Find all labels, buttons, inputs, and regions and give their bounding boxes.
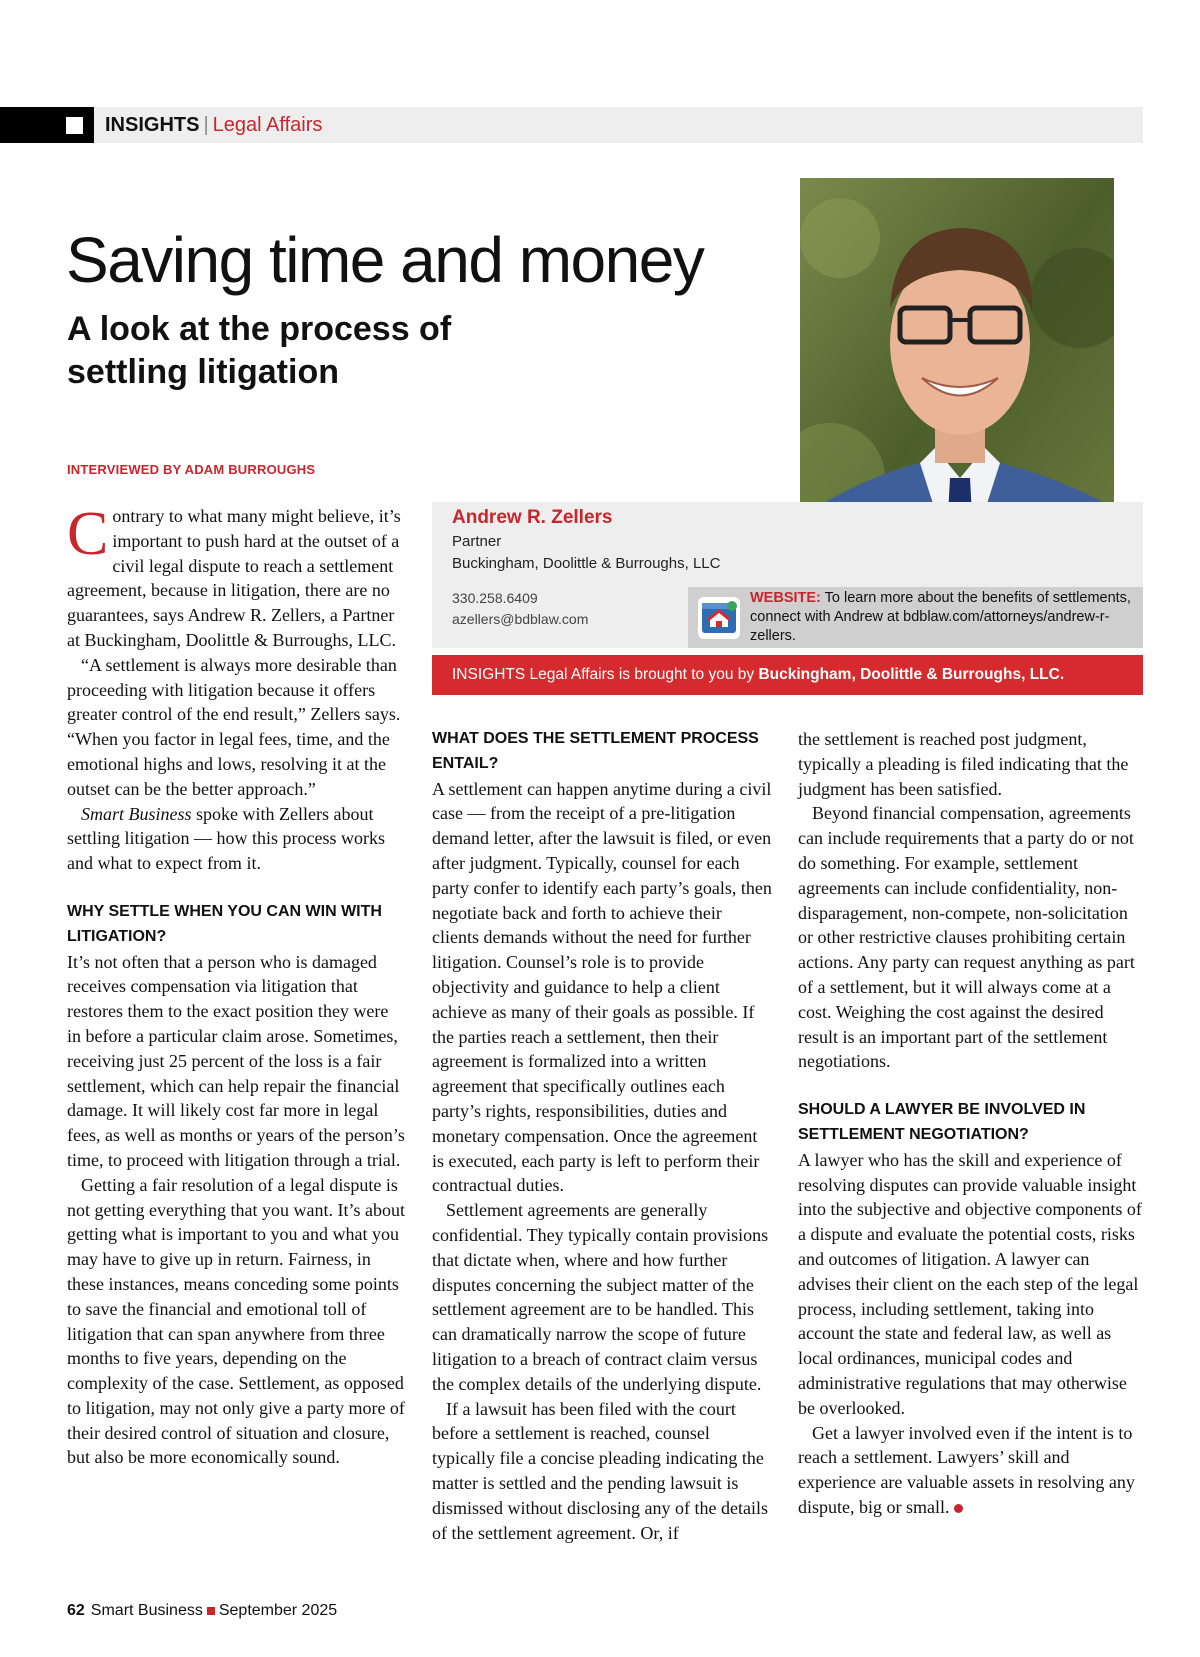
intro-text: ontrary to what many might believe, it’s important to push hard at the outset of a civil legal dispute to reach a settlement agreement, because in litigation, there are no guarantees, says Andrew R. Zellers, a Partner at Buckingham, Doolittle & Burroughs, LLC.	[67, 506, 401, 650]
article-column-3	[798, 727, 1143, 1520]
section-label: INSIGHTS	[105, 114, 200, 136]
issue-date: September 2025	[218, 1602, 338, 1619]
article-column-1	[67, 500, 405, 1470]
sponsor-prefix: INSIGHTS Legal Affairs is brought to you by	[452, 666, 755, 683]
paragraph: If a lawsuit has been filed with the court before a settlement is reached, counsel typically file a concise pleading indicating the matter is settled and the pending lawsuit is dismissed without disclosing any of the details of the settlement agreement. Or, if	[432, 1398, 768, 1543]
section-category: Legal Affairs	[212, 114, 323, 136]
section-heading: WHAT DOES THE SETTLEMENT PROCESS ENTAIL?	[432, 730, 759, 772]
drop-cap: C	[67, 500, 109, 568]
website-label: WEBSITE:	[750, 590, 821, 606]
paragraph-text: spoke with Zellers about settling litigation — how this process works and what to expect from it.	[67, 803, 385, 874]
article-title: Saving time and money	[66, 224, 704, 296]
article-byline: INTERVIEWED BY ADAM BURROUGHS	[67, 462, 316, 477]
section-heading: SHOULD A LAWYER BE INVOLVED IN SETTLEMENT NEGOTIATION?	[798, 1101, 1086, 1143]
paragraph: Settlement agreements are generally confidential. They typically contain provisions that dictate when, where and how further disputes concerning the subject matter of the settlement agreement are to be handled. This can dramatically narrow the scope of future litigation to a breach of contract claim versus the complex details of the underlying dispute.	[432, 1200, 769, 1394]
paragraph: Beyond financial compensation, agreements can include requirements that a party do or not do something. For example, settlement agreements can include confidentiality, non-disparagement, non-compete, non-solicitation or other restrictive clauses prohibiting certain actions. Any party can request anything as part of a settlement, but it will always come at a cost. Weighing the cost against the desired result is an important part of the settlement negotiations.	[798, 803, 1135, 1072]
sponsor-firm: Buckingham, Doolittle & Burroughs, LLC.	[758, 666, 1065, 683]
page-footer	[67, 1602, 337, 1620]
paragraph: It’s not often that a person who is damaged receives compensation via litigation that restores them to the exact position they were in before a particular claim arose. Sometimes, receiving just 25 percent of the loss is a fair settlement, which can help repair the financial damage. It will likely cost far more in legal fees, as well as months or years of the person’s time, to proceed with litigation through a trial.	[67, 951, 405, 1170]
publication-name: Smart Business	[81, 803, 192, 824]
website-house-icon	[698, 597, 740, 639]
sponsor-text	[452, 666, 1064, 684]
paragraph: A lawyer who has the skill and experience of resolving disputes can provide valuable insight into the subjective and objective components of a dispute and evaluate the potential costs, risks and outcomes of litigation. A lawyer can advises their client on the each step of the legal process, including settlement, taking into account the state and federal law, as well as local ordinances, municipal codes and administrative regulations that may otherwise be overlooked.	[798, 1149, 1142, 1418]
paragraph: “A settlement is always more desirable than proceeding with litigation because it offers greater control of the end result,” Zellers says. “When you factor in legal fees, time, and the emotional highs and lows, resolving it at the outset can be the better approach.”	[67, 654, 401, 799]
profile-name: Andrew R. Zellers	[452, 507, 613, 528]
section-heading: WHY SETTLE WHEN YOU CAN WIN WITH LITIGATION?	[67, 902, 382, 945]
profile-firm: Buckingham, Doolittle & Burroughs, LLC	[452, 555, 721, 572]
profile-title: Partner	[452, 533, 502, 550]
profile-email: azellers@bdblaw.com	[452, 611, 589, 627]
profile-phone: 330.258.6409	[452, 590, 538, 606]
footer-square-icon	[207, 1607, 215, 1615]
paragraph	[798, 1421, 1143, 1520]
article-column-2	[432, 727, 772, 1545]
page-number: 62	[67, 1602, 85, 1619]
intro-paragraph	[67, 500, 405, 653]
closing-text: Get a lawyer involved even if the intent is to reach a settlement. Lawyers’ skill and experience are valuable assets in resolving any dispute, big or small.	[798, 1422, 1135, 1517]
end-mark-icon	[954, 1504, 963, 1513]
website-description: To learn more about the benefits of settlements, connect with Andrew at bdblaw.com/attorneys/andrew-r-zellers.	[750, 590, 1131, 644]
section-header	[105, 111, 322, 139]
section-square-icon	[66, 117, 83, 134]
paragraph	[67, 802, 405, 876]
article-subtitle: A look at the process of settling litigation	[67, 310, 452, 391]
paragraph: the settlement is reached post judgment, typically a pleading is filed indicating that the judgment has been satisfied.	[798, 729, 1129, 799]
section-separator: |	[203, 114, 209, 136]
paragraph: A settlement can happen anytime during a civil case — from the receipt of a pre-litigation demand letter, after the lawsuit is filed, or even after judgment. Typically, counsel for each party confer to identify each party’s goals, then negotiate back and forth to achieve their clients demands without the need for further litigation. Counsel’s role is to provide objectivity and guidance to help a client achieve as many of their goals as possible. If the parties reach a settlement, then their agreement is formalized into a written agreement that specifically outlines each party’s rights, responsibilities, duties and monetary compensation. Once the agreement is executed, each party is left to perform their contractual duties.	[432, 778, 772, 1196]
website-text	[750, 589, 1140, 646]
paragraph: Getting a fair resolution of a legal dispute is not getting everything that you want. It’s about getting what is important to you and what you may have to give up in return. Fairness, in these instances, means conceding some points to save the financial and emotional toll of litigation that can span anywhere from three months to five years, depending on the complexity of the case. Settlement, as opposed to litigation, may not only give a party more of their desired control of situation and closure, but also be more economically sound.	[67, 1174, 405, 1468]
publication-title: Smart Business	[90, 1602, 203, 1619]
